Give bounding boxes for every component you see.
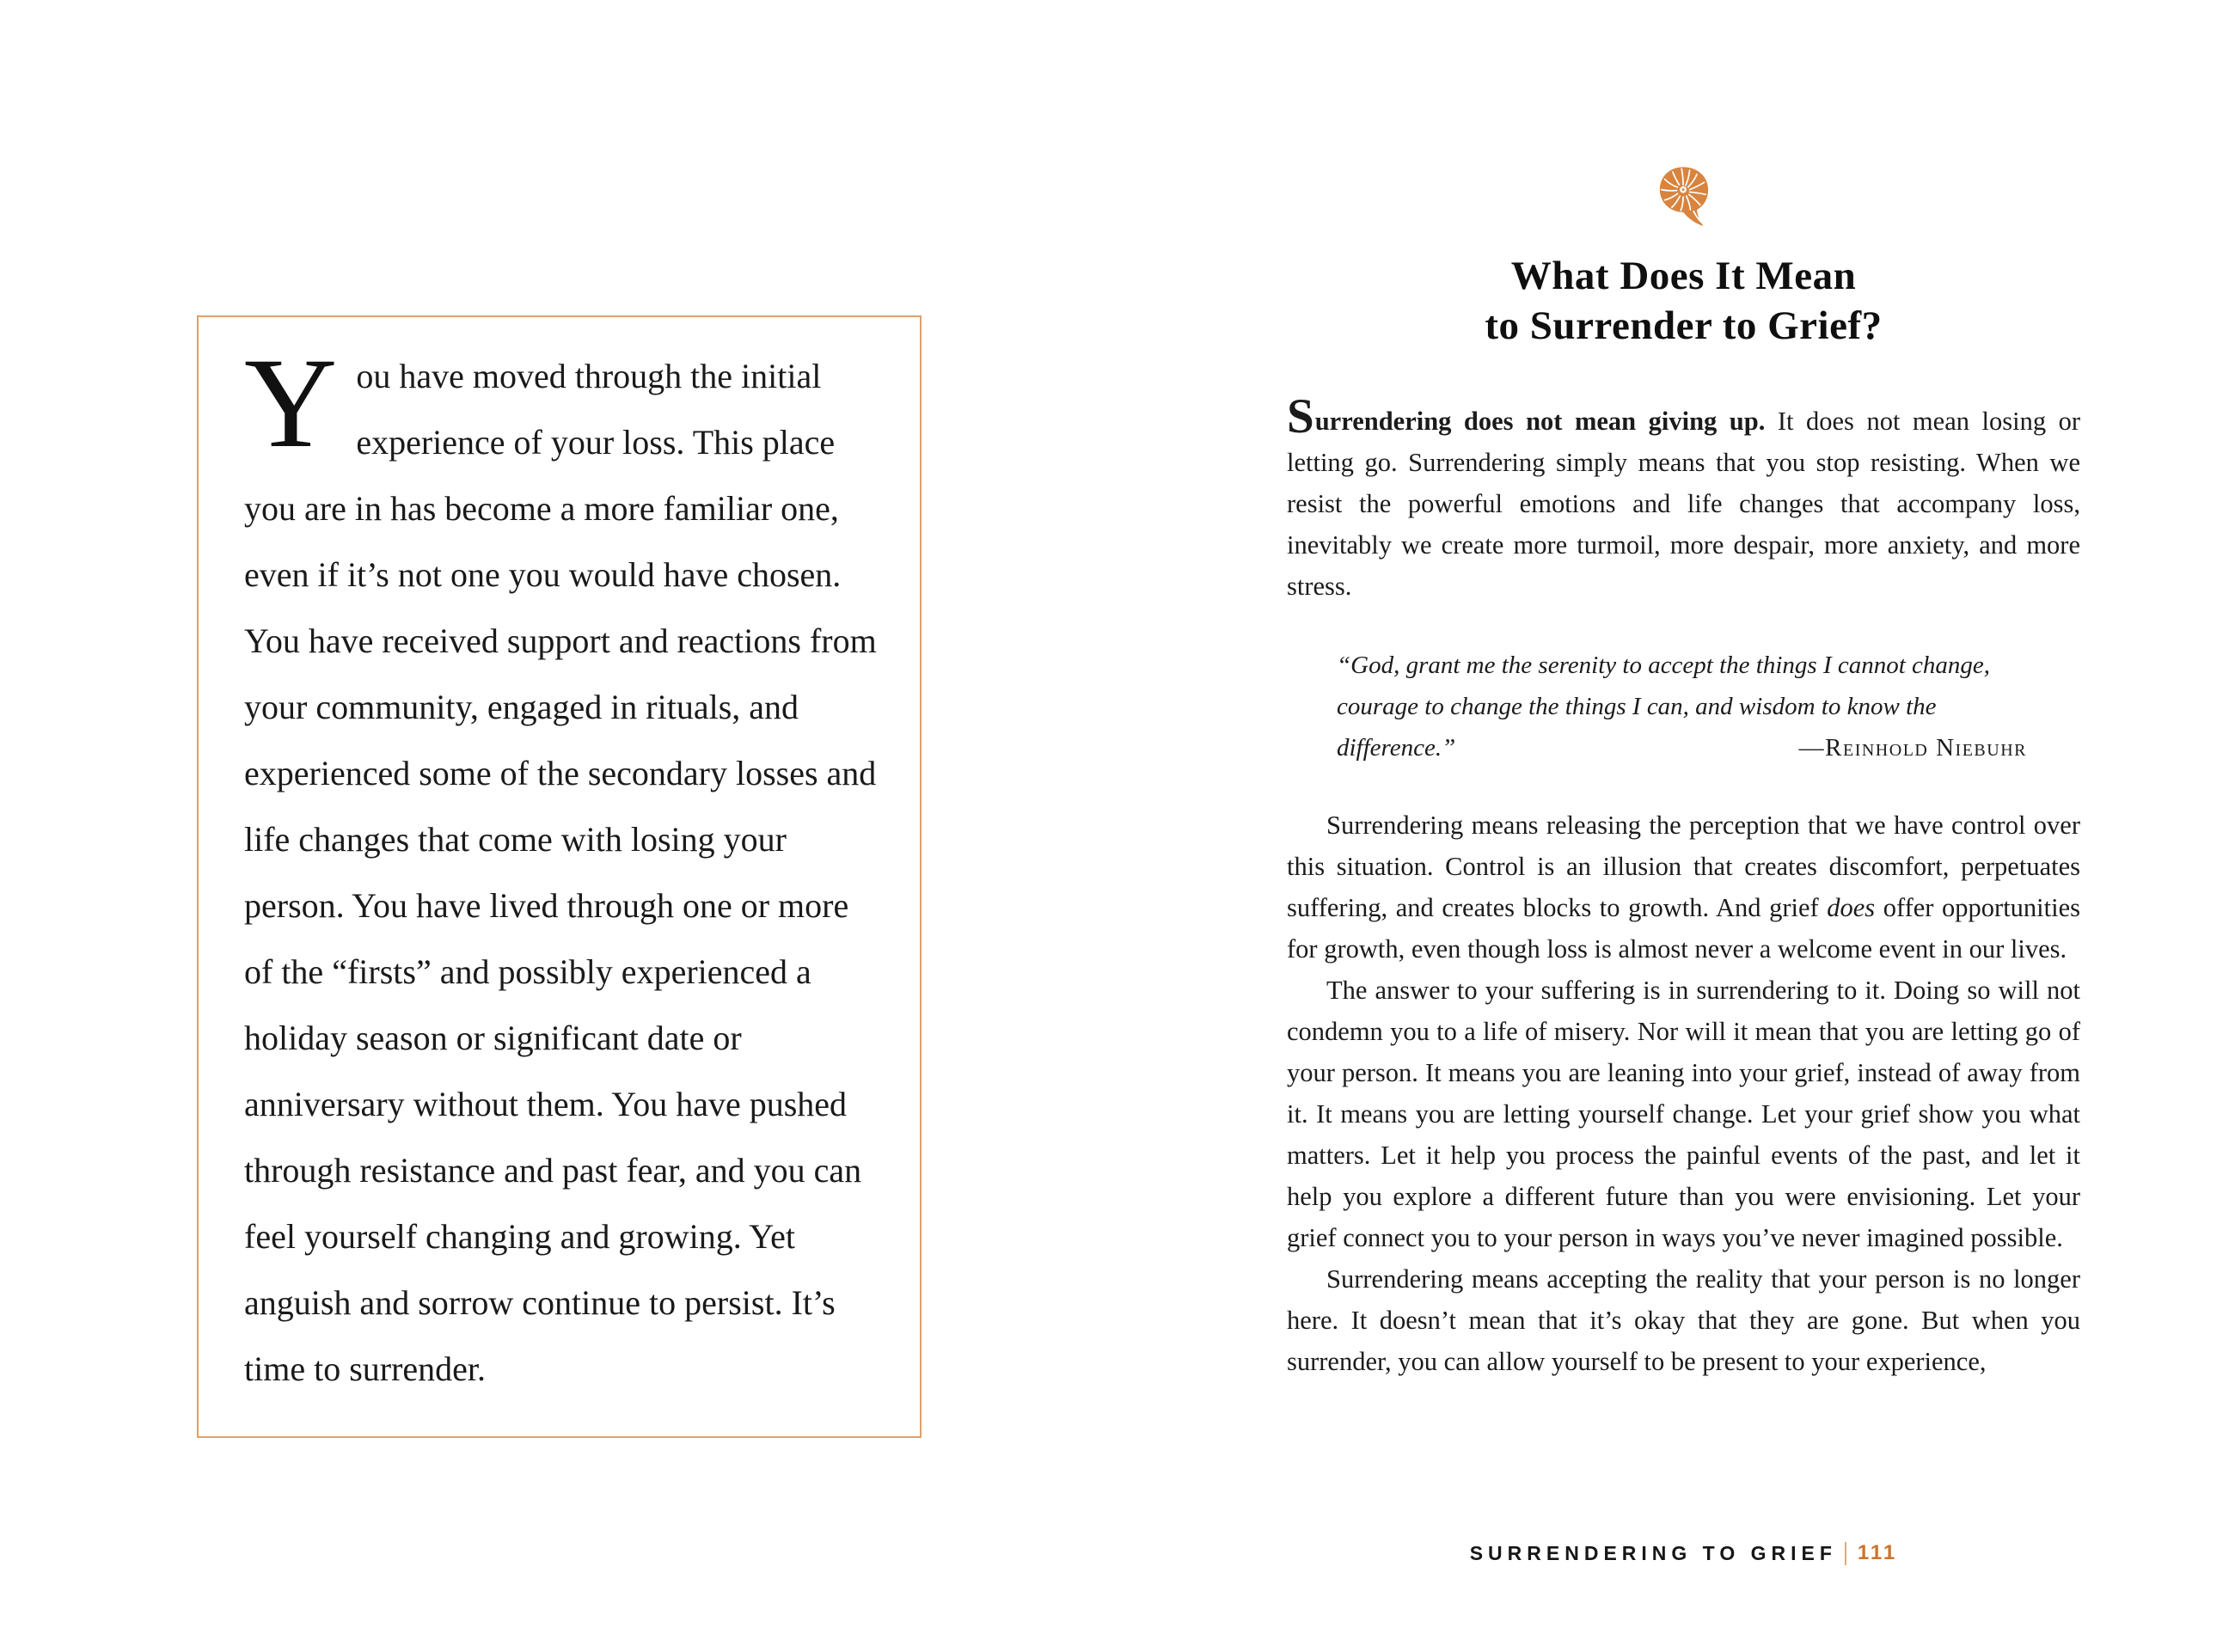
quote-text: “God, grant me the serenity to accept the things I cannot change, courage to change the things I can, and wisdom to know the difference.”	[1337, 652, 1991, 762]
bold-lead-phrase: urrendering does not mean giving up.	[1314, 407, 1766, 436]
paragraph-surrendering-releasing	[1287, 805, 2080, 970]
chapter-title-line-1: What Does It Mean	[1510, 254, 1857, 298]
paragraph-text: Surrendering means releasing the perception that we have control over this situation. Control is an illusion that creates discomfort, perpetuates suffering, and creates blocks to growth. And grief	[1287, 811, 2080, 922]
chapter-title-line-2: to Surrender to Grief?	[1485, 303, 1883, 348]
running-head: SURRENDERING TO GRIEF	[1469, 1541, 1837, 1564]
lead-capital-letter: S	[1287, 389, 1314, 444]
paragraph-answer-to-suffering: The answer to your suffering is in surrendering to it. Doing so will not condemn you to a life of misery. Nor will it mean that you are letting go of your person. It means you are leaning into your grief, instead of away from it. It means you are letting yourself change. Let your grief show you what matters. Let it help you process the painful events of the past, and let it help you explore a different future than you were envisioning. Let your grief connect you to your person in ways you’ve never imagined possible.	[1287, 976, 2080, 1252]
quote-attribution: —Reinhold Niebuhr	[1798, 734, 2027, 762]
nautilus-shell-icon	[1658, 165, 1710, 230]
paragraph-accepting-reality: Surrendering means accepting the reality that your person is no longer here. It doesn’t mean that it’s okay that they are gone. But when you surrender, you can allow yourself to be present to your experience,	[1287, 1264, 2080, 1376]
paragraph-text: offer opportunities for growth, even though loss is almost never a welcome event in our lives.	[1287, 893, 2080, 964]
opening-paragraph	[1287, 389, 2080, 607]
footer-divider	[1845, 1542, 1846, 1565]
chapter-title	[1287, 251, 2080, 351]
page-number: 111	[1857, 1541, 1898, 1564]
opening-paragraph-text: It does not mean losing or letting go. Surrendering simply means that you stop resisting. When we resist the powerful emotions and life changes that accompany loss, inevitably we create more turmoil, more despair, more anxiety, and more stress.	[1287, 407, 2080, 601]
italic-word: does	[1827, 893, 1876, 922]
left-paragraph-text: ou have moved through the initial experience of your loss. This place you are in has become a more familiar one, even if it’s not one you would have chosen. You have received support and reactions from your community, engaged in rituals, and experienced some of the secondary losses and life changes that come with losing your person. You have lived through one or more of the “firsts” and possibly experienced a holiday season or significant date or anniversary without them. You have pushed through resistance and past fear, and you can feel yourself changing and growing. Yet anguish and sorrow continue to persist. It’s time to surrender.	[244, 357, 877, 1388]
left-page-paragraph	[244, 332, 877, 1402]
page-footer	[1287, 1541, 2080, 1565]
dropcap-letter: Y	[244, 332, 338, 474]
right-page-column	[1287, 0, 2080, 1564]
serenity-prayer-quote	[1337, 645, 2027, 768]
left-page-callout-box	[197, 315, 922, 1438]
